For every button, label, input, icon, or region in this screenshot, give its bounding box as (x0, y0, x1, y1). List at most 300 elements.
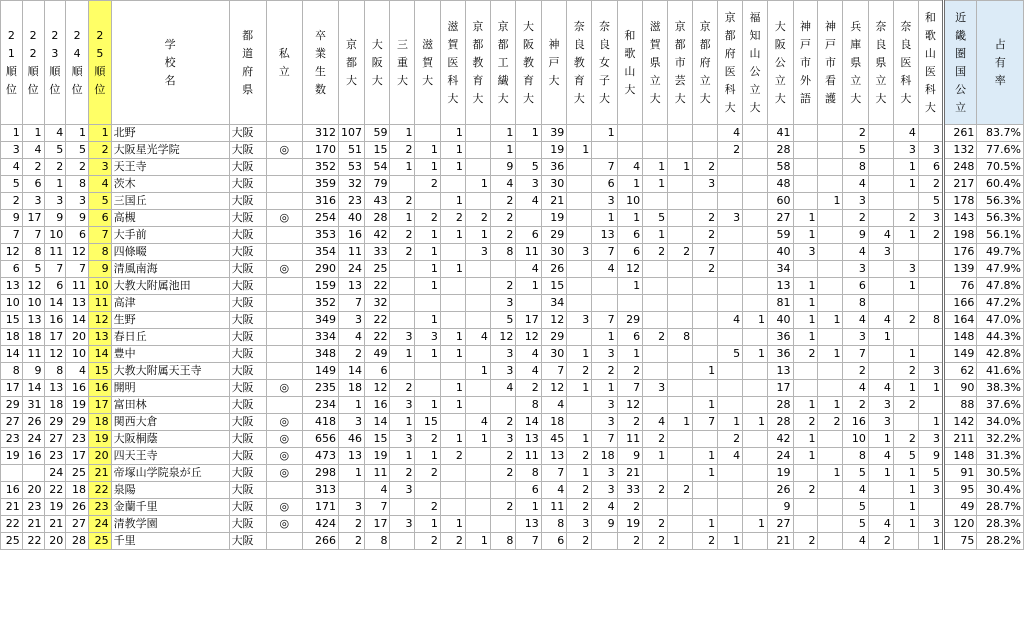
table-cell (868, 176, 893, 193)
table-cell: 1 (440, 193, 465, 210)
table-cell: 13 (44, 380, 66, 397)
table-cell: 27 (1, 414, 23, 431)
table-cell: 91 (943, 465, 976, 482)
table-cell: 352 (302, 295, 338, 312)
table-cell: 5 (22, 261, 44, 278)
table-cell: 1 (440, 329, 465, 346)
table-cell: 1 (440, 142, 465, 159)
table-cell: 1 (516, 125, 541, 142)
table-cell: 2 (415, 465, 440, 482)
table-cell (743, 482, 768, 499)
table-cell (266, 346, 302, 363)
table-cell: 9 (592, 516, 617, 533)
table-cell: 2 (415, 533, 440, 550)
table-cell: 58 (768, 159, 793, 176)
table-cell: 4 (868, 516, 893, 533)
table-cell: 6 (843, 278, 868, 295)
table-cell: 1 (390, 159, 415, 176)
table-cell (266, 176, 302, 193)
table-cell (718, 176, 743, 193)
table-cell: 7 (66, 261, 89, 278)
table-cell: 27 (44, 431, 66, 448)
table-cell: 1 (592, 210, 617, 227)
table-cell: 14 (44, 295, 66, 312)
table-cell: 23 (88, 499, 111, 516)
table-cell: 37.6% (977, 397, 1024, 414)
table-cell: 159 (302, 278, 338, 295)
table-cell: 47.0% (977, 312, 1024, 329)
table-cell: 2 (693, 210, 718, 227)
table-cell (668, 499, 693, 516)
table-cell: 149 (302, 363, 338, 380)
table-cell: 13 (592, 227, 617, 244)
table-cell: 312 (302, 125, 338, 142)
table-cell: 2 (893, 210, 918, 227)
table-cell: 3 (843, 193, 868, 210)
table-cell: 2 (390, 244, 415, 261)
table-cell: 23 (22, 499, 44, 516)
table-cell: 13 (339, 448, 365, 465)
table-cell: 4 (617, 159, 642, 176)
table-cell: 8 (1, 363, 23, 380)
table-cell (440, 414, 465, 431)
table-cell: 1 (465, 533, 490, 550)
table-cell: 15 (541, 278, 566, 295)
table-cell: 5 (893, 448, 918, 465)
table-cell (643, 465, 668, 482)
table-cell (693, 125, 718, 142)
table-cell: 19 (1, 448, 23, 465)
table-cell (266, 159, 302, 176)
table-cell: 1 (440, 125, 465, 142)
table-cell: 13 (339, 278, 365, 295)
table-cell: 30 (541, 176, 566, 193)
table-cell: 17 (22, 210, 44, 227)
table-cell (793, 125, 818, 142)
header-cell (266, 1, 302, 125)
table-cell: 19 (768, 465, 793, 482)
header-cell (465, 1, 490, 125)
table-cell: 1 (440, 261, 465, 278)
table-cell (743, 244, 768, 261)
header-label: 滋賀医科大 (447, 19, 459, 105)
table-cell (567, 397, 592, 414)
table-cell: 56.1% (977, 227, 1024, 244)
table-cell: 6 (516, 227, 541, 244)
table-cell (868, 125, 893, 142)
table-cell: 95 (943, 482, 976, 499)
table-cell: 18 (339, 380, 365, 397)
header-label: 京都府立大 (699, 19, 711, 105)
table-cell (718, 465, 743, 482)
table-cell: 1 (818, 193, 843, 210)
table-cell: 1 (592, 380, 617, 397)
table-row (1, 329, 1024, 346)
table-cell: 2 (490, 499, 515, 516)
table-cell: 178 (943, 193, 976, 210)
table-cell (668, 261, 693, 278)
table-cell: 354 (302, 244, 338, 261)
table-cell: 1 (465, 363, 490, 380)
table-cell: 76 (943, 278, 976, 295)
table-cell: 14 (88, 346, 111, 363)
table-cell: 15 (88, 363, 111, 380)
table-cell: 19 (44, 499, 66, 516)
table-cell (465, 516, 490, 533)
header-cell (365, 1, 390, 125)
table-cell (918, 346, 943, 363)
table-cell: 25 (66, 465, 89, 482)
table-cell: 3 (44, 193, 66, 210)
table-cell: 7 (88, 227, 111, 244)
table-cell (818, 159, 843, 176)
table-cell: 10 (22, 295, 44, 312)
table-cell: 12 (66, 244, 89, 261)
table-cell (893, 533, 918, 550)
table-cell: 3 (567, 516, 592, 533)
table-cell (490, 397, 515, 414)
table-cell: 418 (302, 414, 338, 431)
table-cell: 29 (44, 414, 66, 431)
table-cell: 2 (440, 533, 465, 550)
table-cell: 生野 (111, 312, 229, 329)
table-cell: 8 (843, 448, 868, 465)
table-cell (266, 227, 302, 244)
header-label: 大阪大 (371, 37, 383, 87)
table-cell: 8 (541, 516, 566, 533)
table-cell: 19 (365, 448, 390, 465)
table-cell: 1 (440, 227, 465, 244)
table-cell (868, 142, 893, 159)
table-cell: 1 (390, 125, 415, 142)
table-cell: 2 (22, 159, 44, 176)
table-cell: 198 (943, 227, 976, 244)
table-cell: 11 (44, 244, 66, 261)
table-cell (743, 159, 768, 176)
table-cell: 4 (516, 346, 541, 363)
table-cell (718, 159, 743, 176)
table-cell (718, 295, 743, 312)
table-cell: 大阪 (229, 482, 266, 499)
table-row (1, 312, 1024, 329)
table-cell: 23 (339, 193, 365, 210)
header-label: 21順位 (5, 28, 17, 96)
table-cell (868, 499, 893, 516)
table-cell: 24 (768, 448, 793, 465)
table-cell: 1 (516, 278, 541, 295)
table-cell (465, 465, 490, 482)
table-row (1, 448, 1024, 465)
table-cell (868, 346, 893, 363)
table-cell: 3 (339, 312, 365, 329)
table-cell: 4 (22, 142, 44, 159)
table-cell: 2 (793, 414, 818, 431)
table-cell (390, 533, 415, 550)
table-cell (440, 244, 465, 261)
table-cell: 42 (365, 227, 390, 244)
table-cell (693, 380, 718, 397)
header-cell (111, 1, 229, 125)
table-cell: 6 (617, 244, 642, 261)
table-cell (516, 295, 541, 312)
table-cell: 3 (516, 176, 541, 193)
table-cell (668, 278, 693, 295)
table-cell: 3 (592, 465, 617, 482)
table-cell: 2 (617, 499, 642, 516)
table-cell: 1 (415, 278, 440, 295)
table-cell: 21 (44, 516, 66, 533)
table-cell (1, 465, 23, 482)
table-cell: 149 (943, 346, 976, 363)
table-cell: 8 (516, 397, 541, 414)
table-cell: 1 (868, 329, 893, 346)
table-cell (567, 278, 592, 295)
table-cell: 15 (365, 142, 390, 159)
table-cell: 4 (365, 482, 390, 499)
table-cell (743, 142, 768, 159)
table-cell (918, 329, 943, 346)
table-cell: 2 (643, 516, 668, 533)
table-cell: 3 (390, 482, 415, 499)
table-cell: 8 (365, 533, 390, 550)
table-row (1, 278, 1024, 295)
header-label: 和歌山大 (624, 28, 636, 96)
table-cell: 2 (793, 482, 818, 499)
table-cell: 大阪 (229, 244, 266, 261)
table-cell: 120 (943, 516, 976, 533)
table-cell: 18 (44, 397, 66, 414)
table-cell: ◎ (266, 414, 302, 431)
table-cell (668, 363, 693, 380)
table-cell: 大阪 (229, 363, 266, 380)
header-cell (718, 1, 743, 125)
table-cell: 3 (868, 414, 893, 431)
table-cell (440, 176, 465, 193)
table-row (1, 210, 1024, 227)
header-label: 和歌山医科大 (924, 10, 936, 114)
table-cell: 16 (843, 414, 868, 431)
table-cell (592, 295, 617, 312)
table-cell: 47.9% (977, 261, 1024, 278)
table-cell (668, 176, 693, 193)
table-cell: 83.7% (977, 125, 1024, 142)
table-cell: 62 (943, 363, 976, 380)
header-cell (668, 1, 693, 125)
table-cell: 14 (1, 346, 23, 363)
table-cell: 14 (66, 312, 89, 329)
table-cell: 1 (44, 176, 66, 193)
table-cell: 2 (490, 227, 515, 244)
table-cell: 5 (643, 210, 668, 227)
table-cell (818, 499, 843, 516)
table-cell: 25 (88, 533, 111, 550)
header-cell (415, 1, 440, 125)
table-row (1, 176, 1024, 193)
table-cell: 1 (693, 516, 718, 533)
table-cell (668, 125, 693, 142)
table-cell: 3 (592, 414, 617, 431)
table-cell: 349 (302, 312, 338, 329)
table-cell: 3 (693, 176, 718, 193)
header-cell (66, 1, 89, 125)
table-cell: 353 (302, 227, 338, 244)
table-cell: 5 (918, 193, 943, 210)
table-cell (743, 329, 768, 346)
table-cell: 77.6% (977, 142, 1024, 159)
table-cell: 2 (88, 142, 111, 159)
table-cell: 大阪 (229, 465, 266, 482)
table-cell (415, 363, 440, 380)
table-cell: 1 (440, 159, 465, 176)
table-cell: 2 (818, 414, 843, 431)
table-cell: 4 (490, 380, 515, 397)
table-cell: 13 (516, 516, 541, 533)
table-cell: 20 (66, 329, 89, 346)
table-cell: 266 (302, 533, 338, 550)
table-cell (743, 295, 768, 312)
table-cell: 15 (1, 312, 23, 329)
table-cell: 12 (617, 261, 642, 278)
table-cell: 1 (643, 159, 668, 176)
table-cell: 27 (768, 210, 793, 227)
table-cell (743, 278, 768, 295)
table-cell: 139 (943, 261, 976, 278)
table-cell: 2 (693, 159, 718, 176)
table-cell: 1 (893, 159, 918, 176)
table-cell (668, 210, 693, 227)
table-cell: 1 (567, 431, 592, 448)
table-cell: 4 (718, 448, 743, 465)
table-cell: 2 (415, 431, 440, 448)
table-cell: 1 (617, 210, 642, 227)
table-cell: 40 (768, 312, 793, 329)
table-cell: 2 (843, 125, 868, 142)
table-cell: 4 (490, 176, 515, 193)
table-cell: 53 (339, 159, 365, 176)
table-cell: 9 (1, 210, 23, 227)
table-cell: 1 (415, 312, 440, 329)
table-cell: 3 (918, 482, 943, 499)
table-cell: 24 (88, 516, 111, 533)
table-cell: 茨木 (111, 176, 229, 193)
table-cell (818, 516, 843, 533)
table-cell (440, 482, 465, 499)
table-cell: 9 (768, 499, 793, 516)
table-cell: 9 (617, 448, 642, 465)
table-cell (818, 210, 843, 227)
table-cell: 12 (541, 380, 566, 397)
table-cell (668, 312, 693, 329)
table-cell: 148 (943, 329, 976, 346)
table-cell: 20 (44, 533, 66, 550)
table-cell: 54 (365, 159, 390, 176)
table-cell: 7 (44, 261, 66, 278)
table-cell: 2 (567, 533, 592, 550)
table-cell: 32.2% (977, 431, 1024, 448)
table-cell: 3 (592, 397, 617, 414)
table-cell (793, 142, 818, 159)
table-cell: 1 (617, 278, 642, 295)
header-cell (693, 1, 718, 125)
table-cell: 6 (44, 278, 66, 295)
table-cell: 1 (793, 278, 818, 295)
table-cell: 90 (943, 380, 976, 397)
table-cell: 3 (918, 363, 943, 380)
table-cell: 富田林 (111, 397, 229, 414)
table-cell: 40 (339, 210, 365, 227)
table-cell: 大阪 (229, 176, 266, 193)
table-cell: 424 (302, 516, 338, 533)
table-cell: 2 (617, 533, 642, 550)
table-cell: 3 (465, 244, 490, 261)
table-cell: 33 (365, 244, 390, 261)
header-label: 奈良教育大 (573, 19, 585, 105)
table-cell: 帝塚山学院泉が丘 (111, 465, 229, 482)
table-cell: 14 (365, 414, 390, 431)
table-cell: 大阪 (229, 346, 266, 363)
table-cell (390, 499, 415, 516)
table-cell (918, 295, 943, 312)
table-cell: 4 (868, 312, 893, 329)
table-cell: 1 (390, 210, 415, 227)
table-cell: 23 (1, 431, 23, 448)
table-cell: 29 (66, 414, 89, 431)
table-cell: 79 (365, 176, 390, 193)
table-cell: 46 (339, 431, 365, 448)
table-cell: 9 (918, 448, 943, 465)
header-cell (843, 1, 868, 125)
table-cell: 9 (88, 261, 111, 278)
header-label: 奈良女子大 (598, 19, 610, 105)
table-cell: 千里 (111, 533, 229, 550)
table-cell: 大教大附属池田 (111, 278, 229, 295)
header-label: 24順位 (71, 28, 83, 96)
table-cell: 4 (541, 482, 566, 499)
table-cell: 大阪 (229, 380, 266, 397)
table-cell: 1 (415, 159, 440, 176)
table-cell (415, 482, 440, 499)
table-cell (567, 414, 592, 431)
table-cell: 8 (668, 329, 693, 346)
table-cell: 1 (567, 142, 592, 159)
table-cell (22, 465, 44, 482)
table-cell: 大阪 (229, 227, 266, 244)
table-cell: 5 (718, 346, 743, 363)
table-cell (743, 363, 768, 380)
table-cell: 2 (490, 448, 515, 465)
table-cell: 4 (339, 329, 365, 346)
table-cell (718, 397, 743, 414)
table-cell: 2 (490, 193, 515, 210)
table-cell: 10 (88, 278, 111, 295)
table-cell: 大阪桐蔭 (111, 431, 229, 448)
table-cell (465, 125, 490, 142)
table-cell: 6 (1, 261, 23, 278)
header-cell (390, 1, 415, 125)
table-cell: 26 (66, 499, 89, 516)
table-cell: 大教大附属天王寺 (111, 363, 229, 380)
table-cell: 22 (22, 533, 44, 550)
table-cell: 1 (415, 397, 440, 414)
table-cell: 5 (490, 312, 515, 329)
table-cell: 41.6% (977, 363, 1024, 380)
table-cell: 2 (592, 363, 617, 380)
table-cell: 8 (516, 465, 541, 482)
table-cell: 235 (302, 380, 338, 397)
table-cell: 16 (365, 397, 390, 414)
table-cell (668, 295, 693, 312)
table-cell (743, 125, 768, 142)
